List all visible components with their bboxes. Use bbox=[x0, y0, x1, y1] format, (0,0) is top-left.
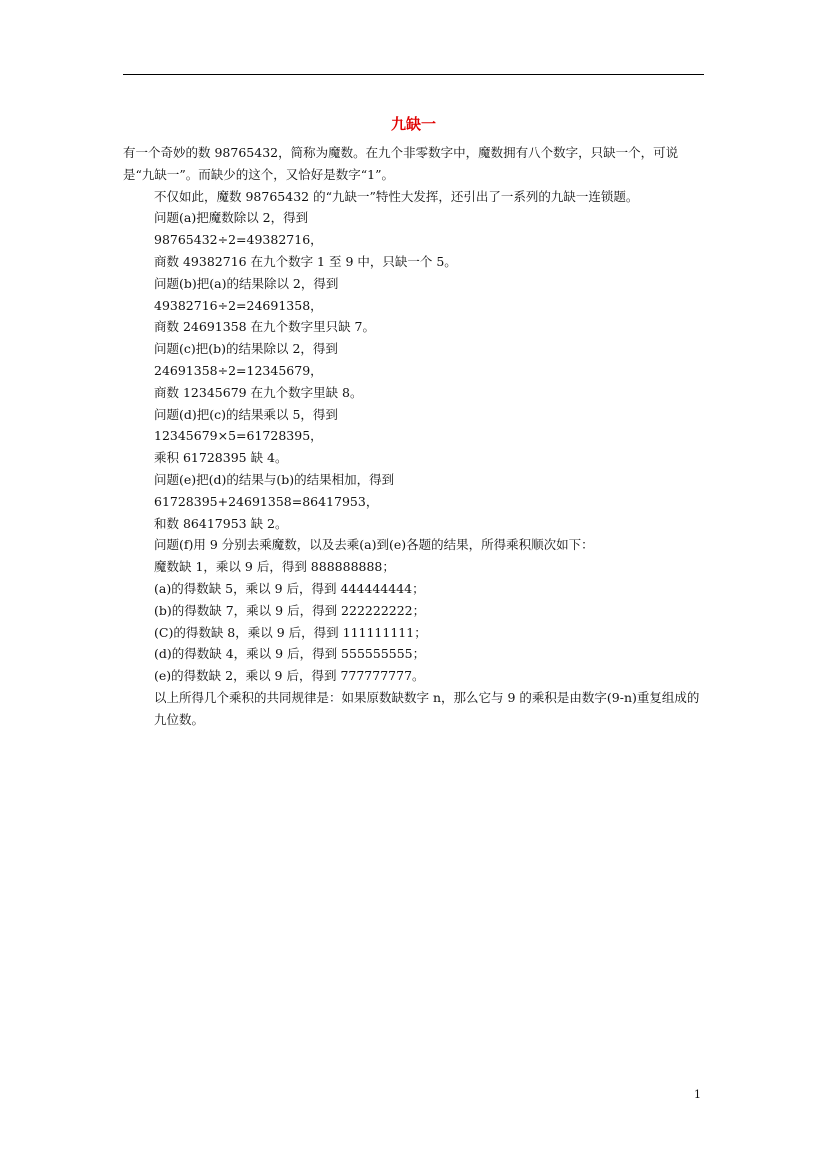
paragraph: 问题(c)把(b)的结果除以 2，得到 bbox=[154, 341, 338, 357]
result-line: (b)的得数缺 7，乘以 9 后，得到 222222222； bbox=[154, 602, 426, 618]
paragraph: 商数 12345679 在九个数字里缺 8。 bbox=[154, 384, 363, 400]
paragraph: 乘积 61728395 缺 4。 bbox=[154, 450, 288, 466]
paragraph: 商数 49382716 在九个数字 1 至 9 中，只缺一个 5。 bbox=[154, 253, 457, 269]
document-title: 九缺一 bbox=[390, 115, 436, 133]
conclusion-paragraph: 以上所得几个乘积的共同规律是：如果原数缺数字 n，那么它与 9 的乘积是由数字(9-n)重复组成的九位数。 bbox=[154, 689, 700, 727]
paragraph: 问题(d)把(c)的结果乘以 5，得到 bbox=[154, 406, 338, 422]
result-line: 魔数缺 1，乘以 9 后，得到 888888888； bbox=[154, 559, 395, 575]
paragraph: 商数 24691358 在九个数字里只缺 7。 bbox=[154, 319, 375, 335]
equation-line: 98765432÷2=49382716， bbox=[154, 232, 323, 248]
paragraph: 和数 86417953 缺 2。 bbox=[154, 515, 288, 531]
paragraph: 问题(f)用 9 分别去乘魔数，以及去乘(a)到(e)各题的结果，所得乘积顺次如下： bbox=[154, 537, 594, 553]
result-line: (e)的得数缺 2，乘以 9 后，得到 777777777。 bbox=[154, 668, 425, 684]
document-body bbox=[123, 142, 704, 731]
equation-line: 61728395+24691358=86417953， bbox=[154, 493, 379, 509]
header-rule bbox=[123, 74, 704, 75]
equation-line: 49382716÷2=24691358， bbox=[154, 297, 323, 313]
paragraph: 问题(b)把(a)的结果除以 2，得到 bbox=[154, 275, 339, 291]
paragraph: 不仅如此，魔数 98765432 的“九缺一”特性大发挥，还引出了一系列的九缺一连锁题。 bbox=[154, 188, 639, 204]
result-line: (a)的得数缺 5，乘以 9 后，得到 444444444； bbox=[154, 580, 425, 596]
equation-line: 24691358÷2=12345679， bbox=[154, 362, 323, 378]
paragraph: 问题(a)把魔数除以 2，得到 bbox=[154, 210, 309, 226]
page-number: 1 bbox=[694, 1088, 701, 1101]
result-line: (C)的得数缺 8，乘以 9 后，得到 111111111； bbox=[154, 624, 427, 640]
equation-line: 12345679×5=61728395， bbox=[154, 428, 323, 444]
result-line: (d)的得数缺 4，乘以 9 后，得到 555555555； bbox=[154, 646, 426, 662]
paragraph: 有一个奇妙的数 98765432，简称为魔数。在九个非零数字中，魔数拥有八个数字，只缺一个，可说是“九缺一”。而缺少的这个，又恰好是数字“1”。 bbox=[123, 145, 679, 182]
paragraph: 问题(e)把(d)的结果与(b)的结果相加，得到 bbox=[154, 471, 395, 487]
